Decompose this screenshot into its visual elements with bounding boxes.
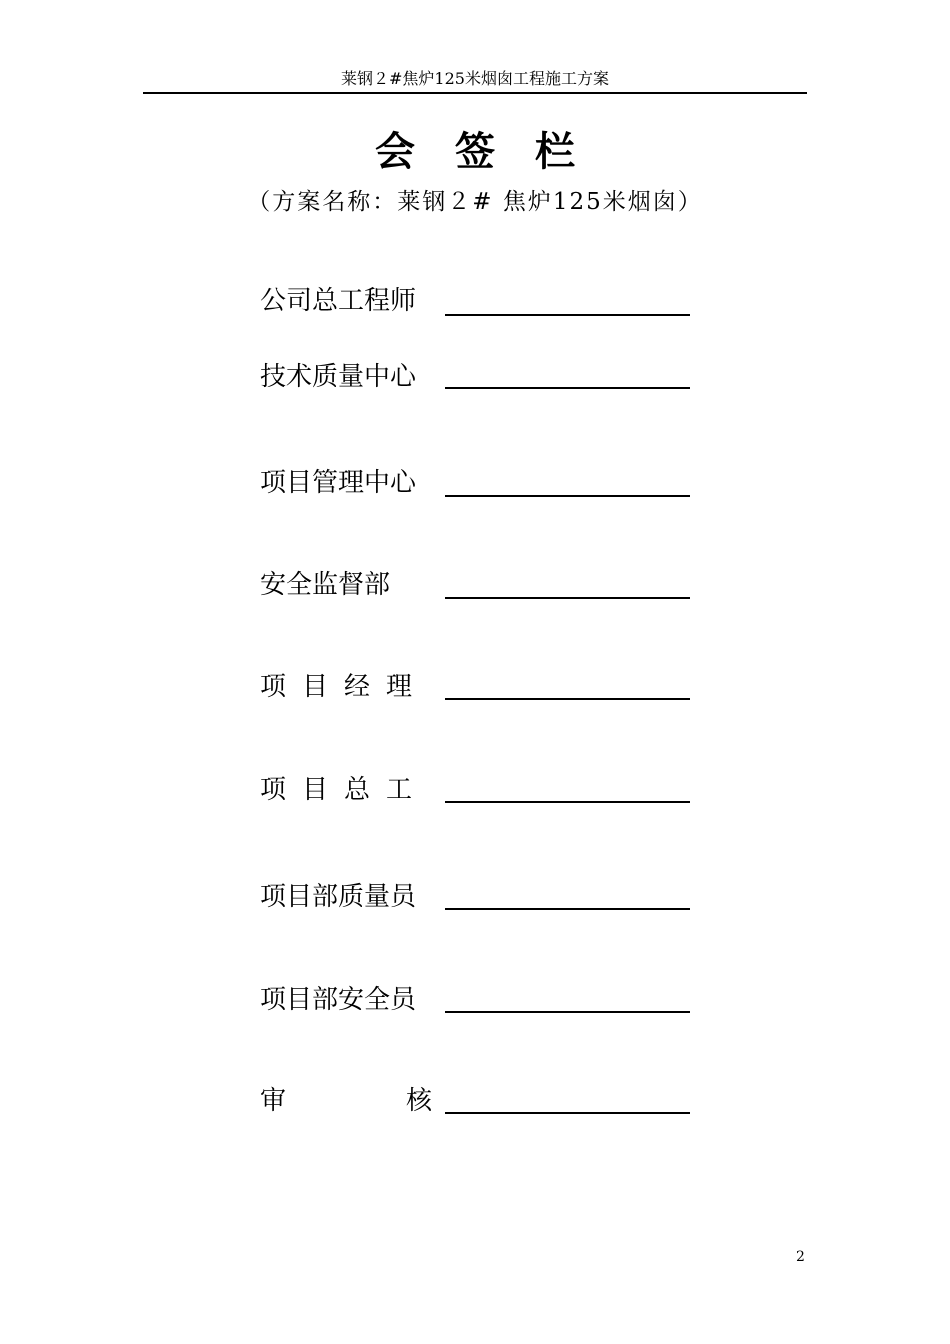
signatory-label-project-manager	[260, 670, 412, 704]
label-char: 工	[385, 775, 412, 805]
label-char: 审	[260, 1086, 287, 1116]
signature-line-safety-officer[interactable]	[445, 1011, 690, 1013]
label-char: 经	[343, 672, 370, 702]
scheme-name: （方案名称：莱钢２# 焦炉125米烟囱）	[247, 189, 703, 215]
signatory-label-safety-supervision: 安全监督部	[260, 570, 391, 600]
signature-line-quality-officer[interactable]	[445, 908, 690, 910]
signature-line-project-manager[interactable]	[445, 698, 690, 700]
signature-line-safety-supervision[interactable]	[445, 597, 690, 599]
signatory-label-safety-officer: 项目部安全员	[260, 985, 417, 1015]
signature-line-tech-quality-center[interactable]	[445, 387, 690, 389]
signature-line-review[interactable]	[445, 1112, 690, 1114]
label-char: 理	[385, 672, 412, 702]
page-header: 莱钢２#焦炉125米烟囱工程施工方案	[341, 69, 609, 88]
signature-line-project-management-center[interactable]	[445, 495, 690, 497]
signature-line-project-chief-engineer[interactable]	[445, 801, 690, 803]
signatory-label-project-chief-engineer	[260, 773, 412, 807]
label-char: 项	[260, 672, 287, 702]
page-title: 会签栏	[375, 128, 615, 175]
header-divider	[143, 92, 807, 94]
signatory-label-review	[260, 1084, 432, 1118]
label-char: 核	[405, 1086, 432, 1116]
label-char: 目	[301, 672, 328, 702]
signatory-label-project-management-center: 项目管理中心	[260, 468, 417, 498]
label-char: 目	[301, 775, 328, 805]
page-number: 2	[796, 1249, 805, 1265]
signature-line-chief-engineer[interactable]	[445, 314, 690, 316]
label-char: 项	[260, 775, 287, 805]
signatory-label-quality-officer: 项目部质量员	[260, 882, 417, 912]
label-char: 总	[343, 775, 370, 805]
signatory-label-chief-engineer: 公司总工程师	[260, 286, 417, 316]
signatory-label-tech-quality-center: 技术质量中心	[260, 362, 417, 392]
